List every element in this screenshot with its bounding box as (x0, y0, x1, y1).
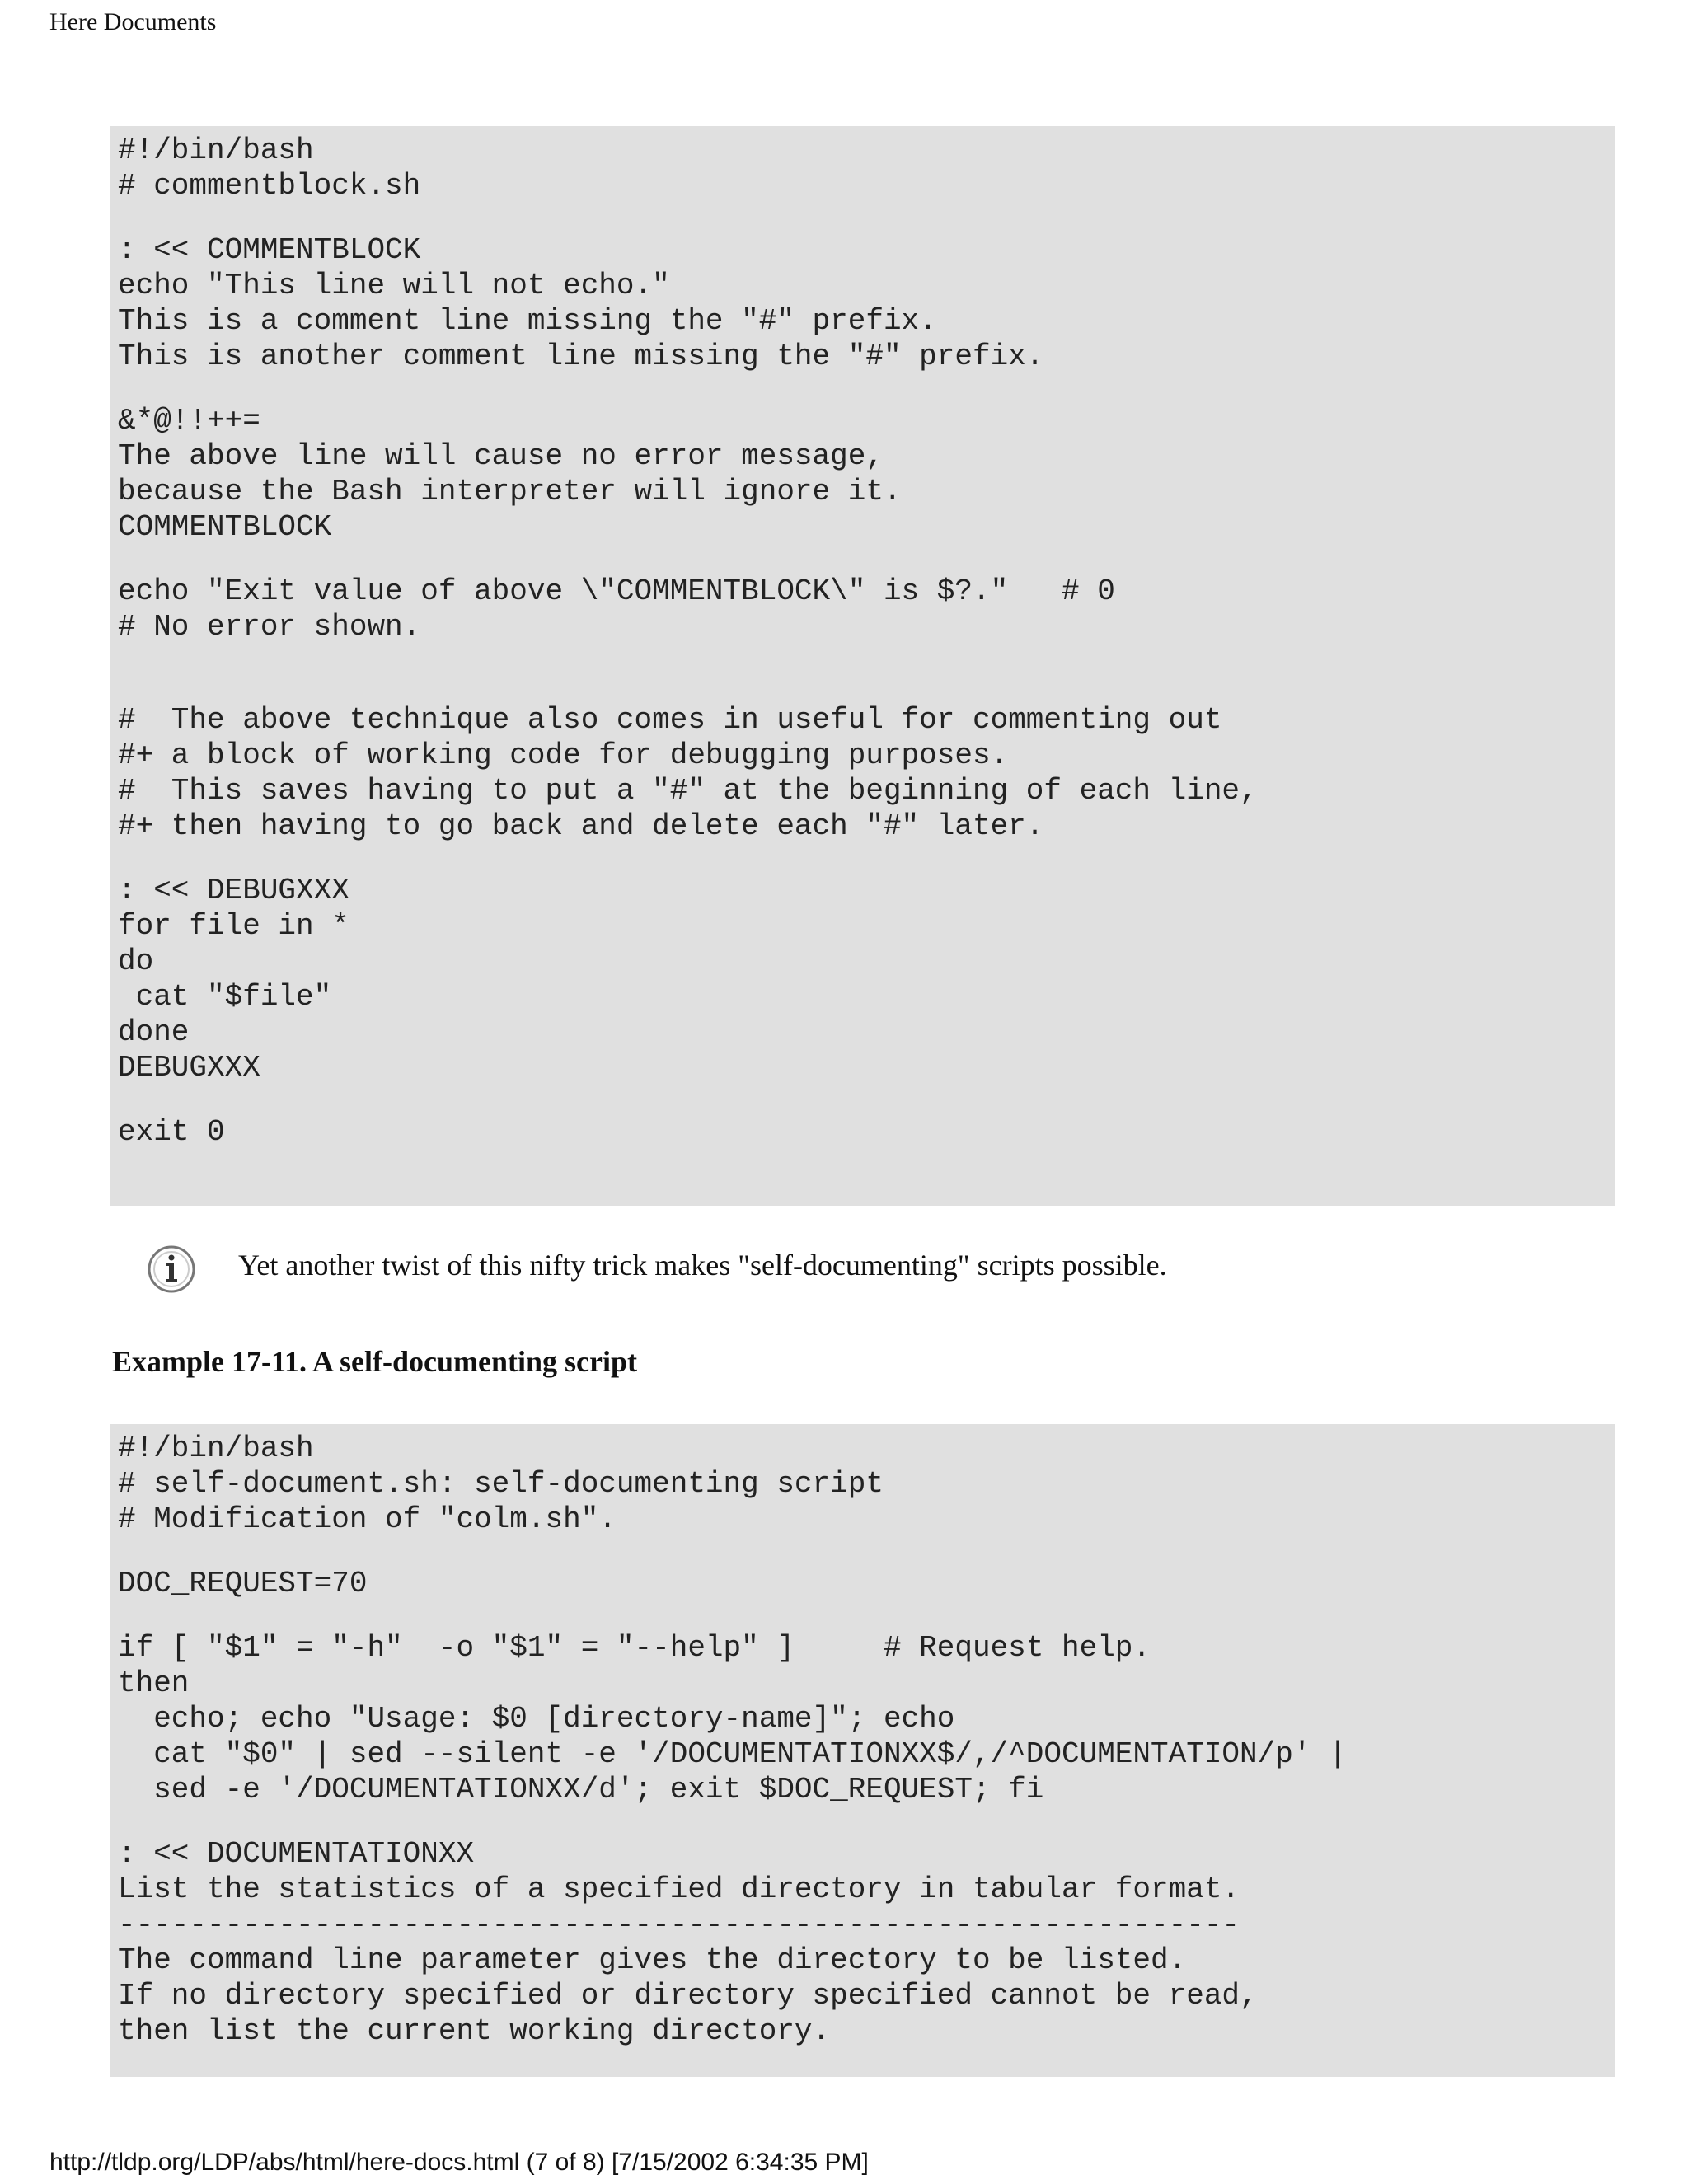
code-line: #+ then having to go back and delete each "#" later. (118, 809, 1044, 843)
code-line (118, 1807, 1615, 1836)
code-line: cat "$file" (118, 980, 332, 1014)
code-line: The above line will cause no error message, (118, 439, 884, 473)
code-line: # Modification of "colm.sh". (118, 1502, 617, 1536)
code-line: : << DOCUMENTATIONXX (118, 1837, 475, 1871)
code-line (118, 545, 1615, 574)
code-line (118, 204, 1615, 232)
code-line (118, 1085, 1615, 1114)
code-line: #+ a block of working code for debugging purposes. (118, 738, 1009, 772)
code-line (118, 644, 1615, 673)
code-line: echo "This line will not echo." (118, 269, 670, 302)
code-line: DOC_REQUEST=70 (118, 1567, 368, 1601)
note-text: Yet another twist of this nifty trick makes "self-documenting" scripts possible. (238, 1249, 1167, 1282)
code-line: exit 0 (118, 1115, 225, 1149)
code-line: echo "Exit value of above \"COMMENTBLOCK\" is $?." # 0 (118, 574, 1115, 608)
code-line: cat "$0" | sed --silent -e '/DOCUMENTATIONXX$/,/^DOCUMENTATION/p' | (118, 1737, 1347, 1771)
note (147, 1244, 1167, 1294)
code-line: --------------------------------------------------------------- (118, 1908, 1240, 1942)
code-line: List the statistics of a specified directory in tabular format. (118, 1872, 1240, 1906)
code-line: if [ "$1" = "-h" -o "$1" = "--help" ] # Request help. (118, 1631, 1151, 1665)
code-line: because the Bash interpreter will ignore it. (118, 475, 902, 509)
code-line: This is another comment line missing the "#" prefix. (118, 340, 1044, 373)
code-line (118, 1601, 1615, 1630)
code-line (118, 1537, 1615, 1566)
code-line: If no directory specified or directory specified cannot be read, (118, 1979, 1258, 2013)
code-block-commentblock (110, 126, 1615, 1206)
code-line: The command line parameter gives the directory to be listed. (118, 1943, 1187, 1977)
code-line: : << COMMENTBLOCK (118, 233, 421, 267)
example-title: Example 17-11. A self-documenting script (112, 1345, 637, 1378)
code-line: for file in * (118, 909, 349, 943)
code-line: then list the current working directory. (118, 2014, 831, 2048)
code-block-self-document (110, 1424, 1615, 2077)
info-icon (147, 1244, 196, 1294)
code-line: COMMENTBLOCK (118, 510, 332, 544)
code-line: # No error shown. (118, 610, 421, 644)
code-line: echo; echo "Usage: $0 [directory-name]"; echo (118, 1702, 955, 1736)
page-header: Here Documents (49, 8, 217, 35)
code-line: #!/bin/bash (118, 134, 314, 167)
code-line: #!/bin/bash (118, 1432, 314, 1465)
code-line: DEBUGXXX (118, 1051, 260, 1085)
code-line: do (118, 944, 154, 978)
code-line: &*@!!++= (118, 404, 260, 438)
code-line: # self-document.sh: self-documenting script (118, 1467, 884, 1501)
code-line: then (118, 1666, 190, 1700)
code-line (118, 844, 1615, 873)
code-line (118, 673, 1615, 702)
code-line: done (118, 1015, 190, 1049)
code-line: This is a comment line missing the "#" prefix. (118, 304, 937, 338)
code-line: : << DEBUGXXX (118, 874, 349, 907)
page-footer-url: http://tldp.org/LDP/abs/html/here-docs.html (7 of 8) [7/15/2002 6:34:35 PM] (49, 2149, 869, 2176)
code-line: # commentblock.sh (118, 169, 421, 203)
code-line (118, 374, 1615, 403)
code-line: # This saves having to put a "#" at the beginning of each line, (118, 774, 1258, 808)
code-line: # The above technique also comes in useful for commenting out (118, 703, 1222, 737)
code-line: sed -e '/DOCUMENTATIONXX/d'; exit $DOC_REQUEST; fi (118, 1773, 1044, 1807)
